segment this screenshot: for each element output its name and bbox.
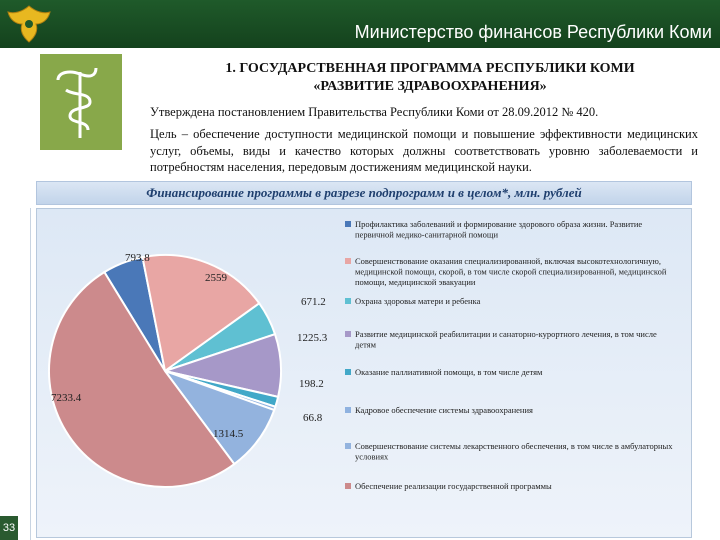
slice-value-label: 198.2 [299, 378, 324, 390]
slice-value-label: 66.8 [303, 412, 323, 424]
ministry-title: Министерство финансов Республики Коми [354, 22, 712, 42]
legend-swatch [345, 483, 351, 489]
health-logo [40, 54, 122, 150]
pie-chart [37, 209, 693, 539]
legend-swatch [345, 258, 351, 264]
legend-label: Профилактика заболеваний и формирование здорового образа жизни. Развитие первичной медико-санитарной помощи [355, 219, 643, 240]
slice-value-label: 2559 [205, 272, 227, 284]
legend-swatch [345, 407, 351, 413]
legend-label: Совершенствование системы лекарственного обеспечения, в том числе в амбулаторных условиях [355, 441, 673, 462]
program-title-line1: 1. ГОСУДАРСТВЕННАЯ ПРОГРАММА РЕСПУБЛИКИ КОМИ [225, 61, 635, 76]
legend-label: Совершенствование оказания специализированной, включая высокотехнологичную, медицинской помощи, скорой, в том числе скорой специализированной, медицинской помощи, медицинской эвакуации [355, 256, 667, 287]
legend-label: Развитие медицинской реабилитации и санаторно-курортного лечения, в том числе детям [355, 329, 657, 350]
legend-swatch [345, 221, 351, 227]
slice-value-label: 1225.3 [297, 332, 328, 344]
program-title-line2: «РАЗВИТИЕ ЗДРАВООХРАНЕНИЯ» [313, 79, 547, 94]
legend-label: Оказание паллиативной помощи, в том числе детям [355, 367, 543, 377]
page-number: 33 [0, 516, 18, 540]
caduceus-icon [40, 54, 122, 150]
legend-swatch [345, 298, 351, 304]
program-title [150, 60, 710, 96]
legend-label: Кадровое обеспечение системы здравоохранения [355, 405, 533, 415]
goal-text: Цель – обеспечение доступности медицинской помощи и повышение эффективности медицинских услуг, объемы, виды и качество которых должны соответствовать уровню заболеваемости и потребностям населения, передовым достижениям медицинской науки. [150, 127, 698, 174]
chart-title: Финансирование программы в разрезе подпрограмм и в целом*, млн. рублей [36, 181, 692, 205]
slice-value-label: 7233.4 [51, 392, 82, 404]
legend-swatch [345, 443, 351, 449]
slice-value-label: 671.2 [301, 296, 326, 308]
divider [30, 208, 31, 540]
legend-label: Охрана здоровья матери и ребенка [355, 296, 481, 306]
approval-text: Утверждена постановлением Правительства Республики Коми от 28.09.2012 № 420. [150, 105, 599, 119]
header-bar [0, 0, 720, 48]
chart-panel [36, 208, 692, 538]
coat-of-arms-icon [4, 2, 54, 46]
slice-value-label: 793.8 [125, 252, 150, 264]
legend-label: Обеспечение реализации государственной программы [355, 481, 552, 491]
slice-value-label: 1314.5 [213, 428, 244, 440]
legend-swatch [345, 369, 351, 375]
legend-swatch [345, 331, 351, 337]
